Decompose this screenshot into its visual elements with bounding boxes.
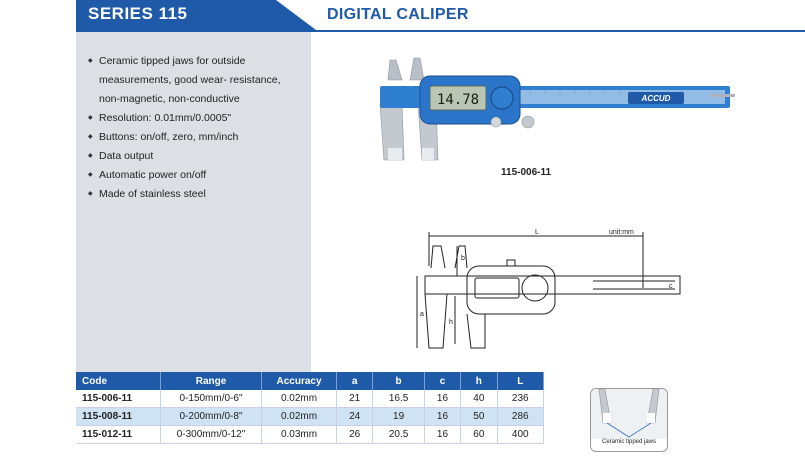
jaw-detail-inset — [590, 388, 668, 452]
drawing-button — [522, 275, 548, 301]
cell-L: 400 — [497, 426, 543, 444]
feature-item: non-magnetic, non-conductive — [99, 93, 240, 105]
cell-h: 60 — [461, 426, 497, 444]
drawing-lcd — [475, 278, 519, 298]
ceramic-tip — [422, 148, 434, 160]
col-header-range: Range — [161, 372, 262, 390]
cell-h: 50 — [461, 408, 497, 426]
feature-item: ◆ Ceramic tipped jaws for outside — [88, 52, 281, 71]
unit-label: unit:mm — [609, 229, 634, 236]
power-button — [491, 87, 513, 109]
dim-label-c: c — [669, 283, 673, 290]
caliper-photo — [370, 52, 735, 164]
cell-range: 0-150mm/0-6" — [161, 390, 262, 408]
ceramic-tip — [388, 148, 402, 160]
feature-item: ◆ Data output — [88, 147, 281, 166]
col-header-b: b — [373, 372, 424, 390]
header — [0, 0, 805, 34]
cell-b: 16.5 — [373, 390, 424, 408]
table-row — [76, 390, 544, 408]
cell-c: 16 — [424, 408, 460, 426]
cell-code: 115-012-11 — [76, 426, 161, 444]
drawing-beam — [425, 276, 680, 294]
thumb-wheel — [522, 116, 534, 128]
feature-item: ◆ Buttons: on/off, zero, mm/inch — [88, 128, 281, 147]
feature-item: measurements, good wear- resistance, — [99, 74, 281, 86]
cell-accuracy: 0.02mm — [262, 408, 337, 426]
feature-item: ◆ Made of stainless steel — [88, 185, 281, 204]
col-header-L: L — [497, 372, 543, 390]
brand-text: ACCUD — [641, 94, 671, 103]
cell-c: 16 — [424, 426, 460, 444]
dim-label-h: h — [449, 319, 453, 326]
cell-a: 24 — [337, 408, 373, 426]
dim-label-a: a — [420, 311, 424, 318]
cell-b: 20.5 — [373, 426, 424, 444]
cell-b: 19 — [373, 408, 424, 426]
cell-accuracy: 0.02mm — [262, 390, 337, 408]
table-row — [76, 426, 544, 444]
col-header-h: h — [461, 372, 497, 390]
cell-range: 0-200mm/0-8" — [161, 408, 262, 426]
col-header-a: a — [337, 372, 373, 390]
product-title: DIGITAL CALIPER — [327, 6, 469, 23]
spec-table — [76, 372, 544, 444]
zero-button — [491, 117, 501, 127]
cell-a: 26 — [337, 426, 373, 444]
feature-panel — [76, 32, 311, 372]
upper-jaw-slider — [410, 58, 424, 80]
feature-list — [88, 52, 281, 204]
col-header-accuracy: Accuracy — [262, 372, 337, 390]
series-title: SERIES 115 — [88, 4, 188, 23]
lcd-reading: 14.78 — [436, 92, 480, 108]
col-header-code: Code — [76, 372, 161, 390]
dimension-drawing — [415, 226, 690, 356]
cell-L: 236 — [497, 390, 543, 408]
table-header-row — [76, 372, 544, 390]
cell-L: 286 — [497, 408, 543, 426]
cell-c: 16 — [424, 390, 460, 408]
ceramic-jaw-illustration — [591, 389, 667, 439]
depth-rod — [710, 94, 735, 97]
cell-code: 115-008-11 — [76, 408, 161, 426]
cell-accuracy: 0.03mm — [262, 426, 337, 444]
dim-label-b: b — [461, 255, 465, 262]
feature-item: ◆ Resolution: 0.01mm/0.0005" — [88, 109, 281, 128]
dim-label-L: L — [535, 229, 539, 236]
table-row — [76, 408, 544, 426]
feature-item: ◆ Automatic power on/off — [88, 166, 281, 185]
beam-scale — [520, 90, 725, 104]
photo-caption: 115-006-11 — [501, 167, 552, 178]
cell-a: 21 — [337, 390, 373, 408]
drawing-display-body — [467, 266, 555, 314]
cell-code: 115-006-11 — [76, 390, 161, 408]
cell-range: 0-300mm/0-12" — [161, 426, 262, 444]
col-header-c: c — [424, 372, 460, 390]
cell-h: 40 — [461, 390, 497, 408]
jaw-detail-label: Ceramic tipped jaws — [601, 439, 657, 445]
upper-jaw-fixed — [388, 60, 402, 80]
